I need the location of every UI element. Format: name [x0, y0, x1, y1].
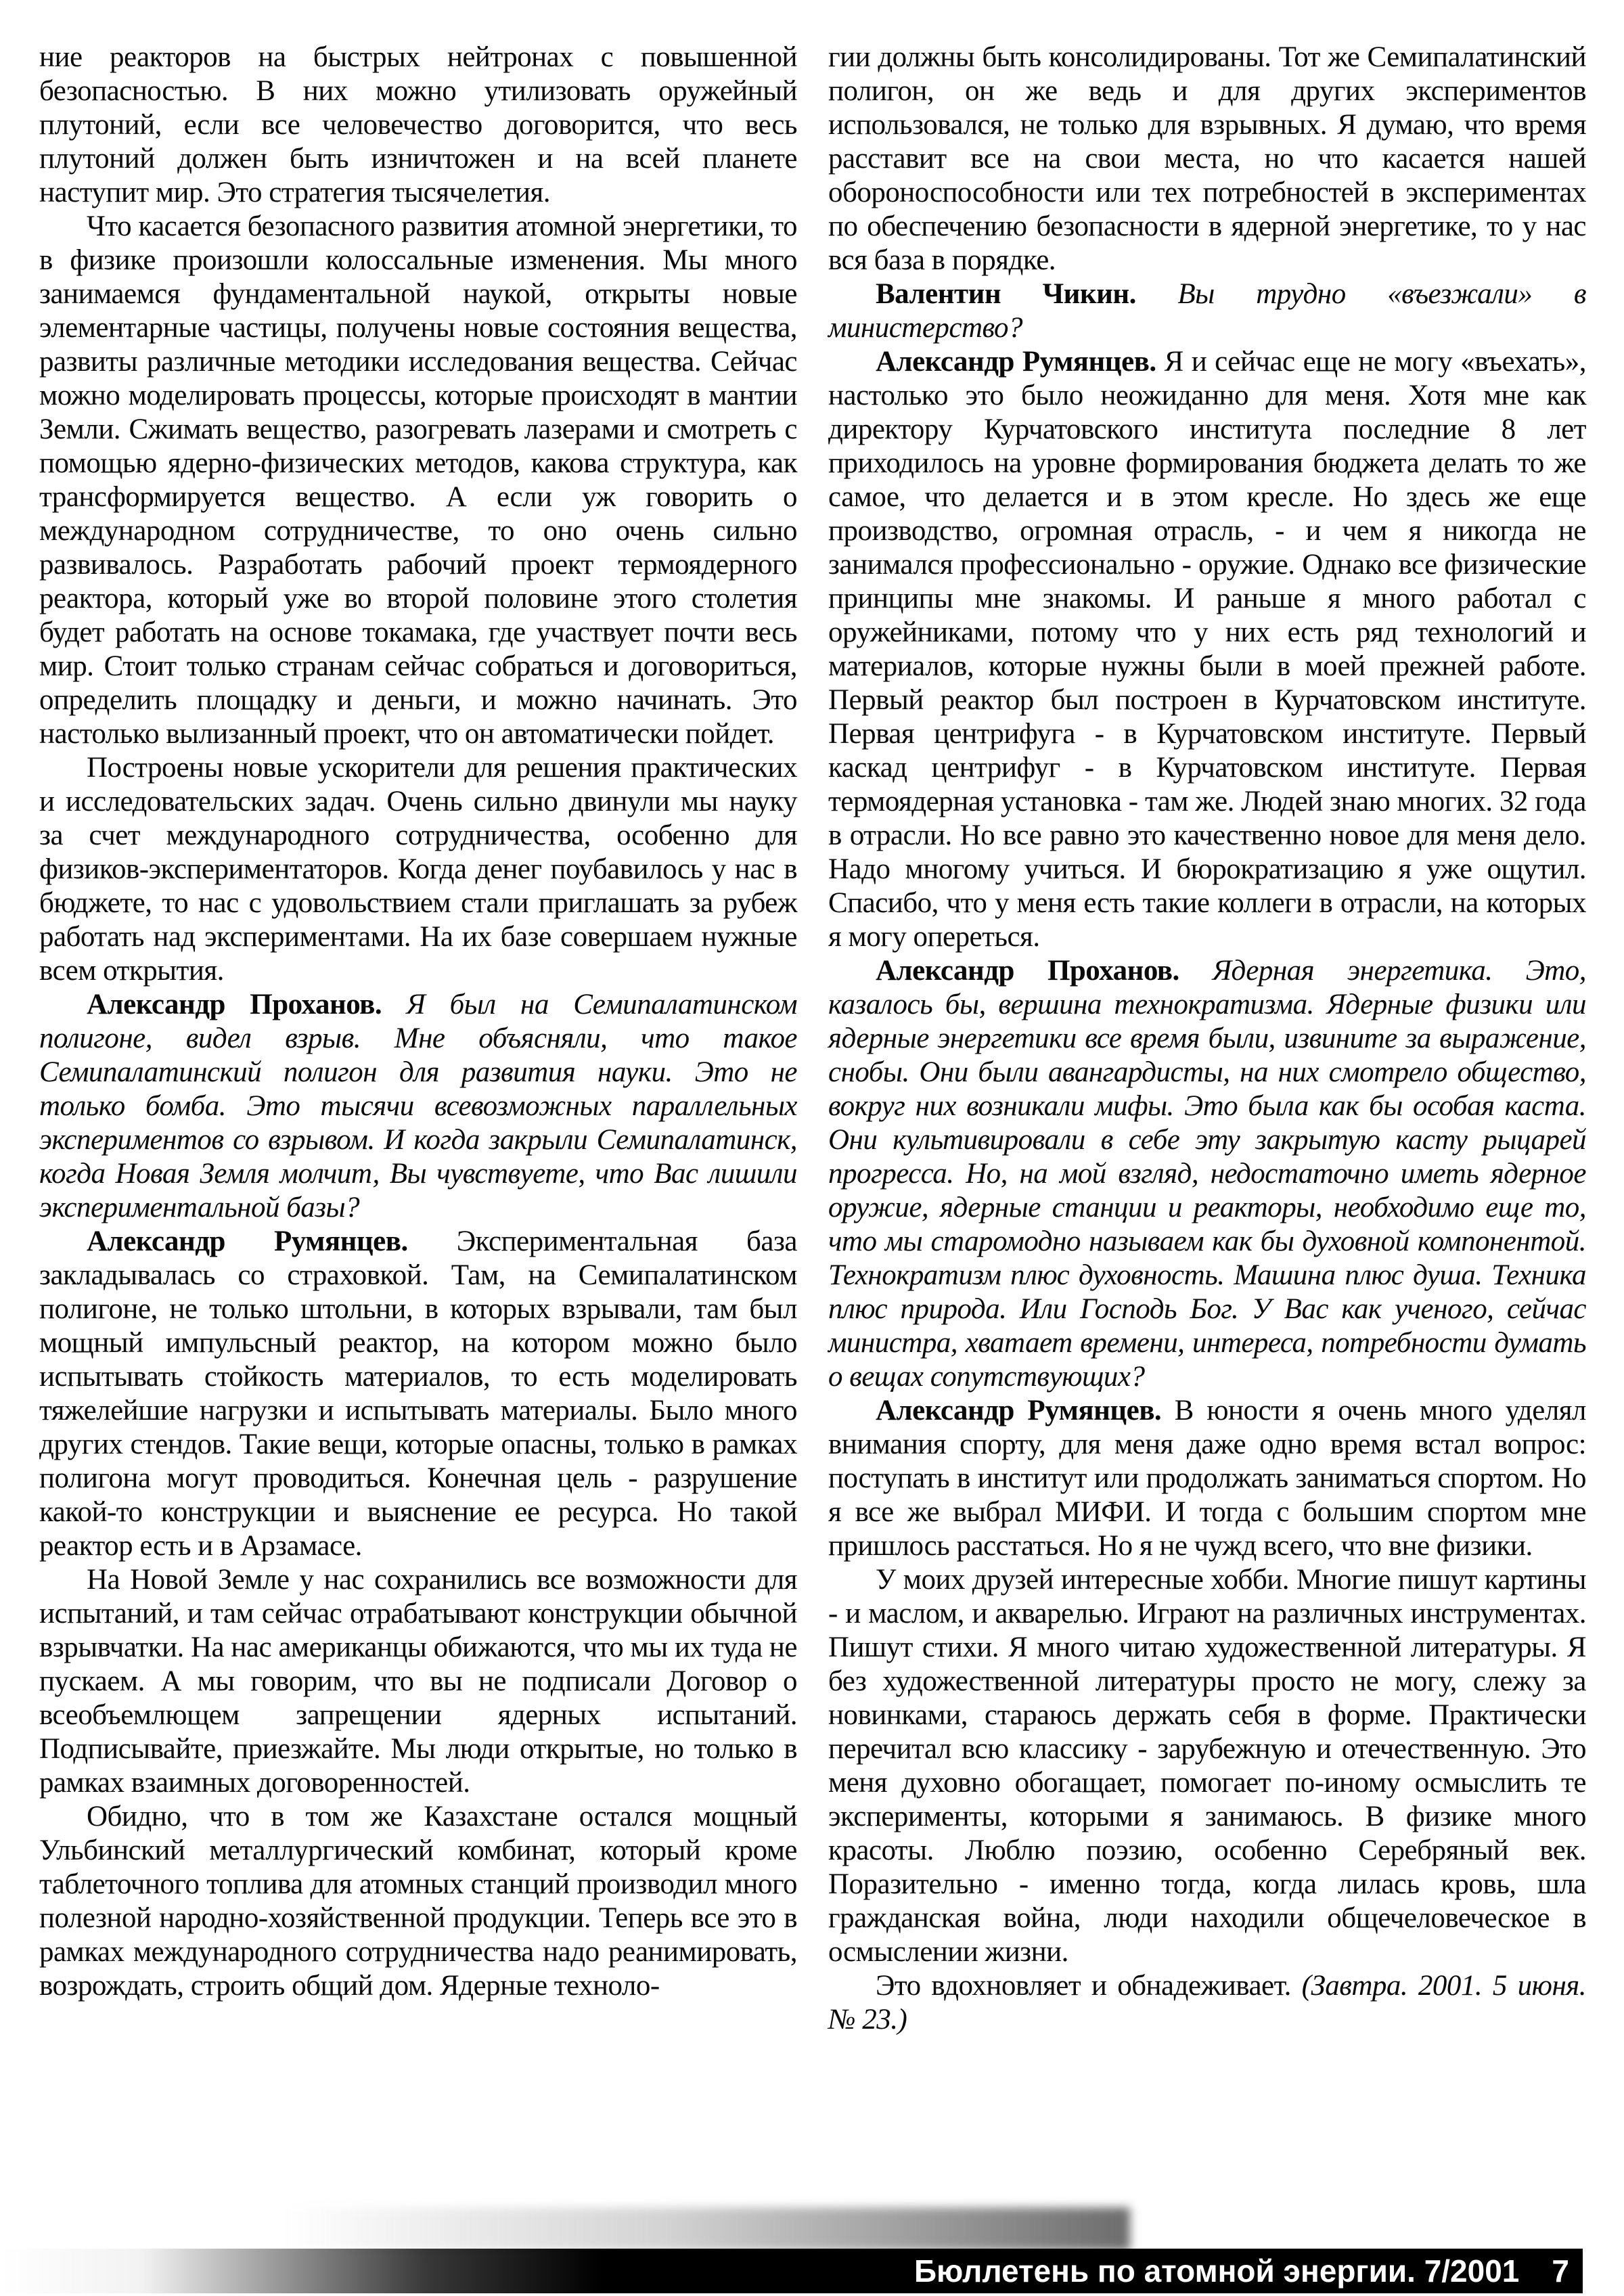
- paragraph: [39, 41, 797, 210]
- paragraph: [828, 277, 1586, 345]
- paragraph: [828, 1969, 1586, 2037]
- body-text: У моих друзей интересные хобби. Многие пишут картины - и маслом, и акварелью. Играют на различных инструментах. Пишут стихи. Я много читаю художественной литературы. Я без художественной литературы просто не могу, слежу за новинками, стараюсь держать себя в форме. Практически перечитал всю классику - зарубежную и отечественную. Это меня духовно обогащает, помогает по-иному осмыслить те эксперименты, которыми я занимаюсь. В физике много красоты. Люблю поэзию, особенно Серебряный век. Поразительно - именно тогда, когда лилась кровь, шла гражданская война, люди находили общечеловеческое в осмыслении жизни.: [828, 1564, 1586, 1968]
- citation-text: (Завтра. 2001. 5 июня. № 23.): [828, 1970, 1586, 2035]
- body-text: Обидно, что в том же Казахстане остался мощный Ульбинский металлургический комбинат, который кроме таблеточного топлива для атомных станций производил много полезной народно-хозяйственной продукции. Теперь все это в рамках международного сотрудничества надо реанимировать, возрождать, строить общий дом. Ядерные техноло-: [39, 1801, 797, 2002]
- answer-text: Экспериментальная база закладывалась со страховкой. Там, на Семипалатинском полигоне, не только штольни, в которых взрывали, там был мощный импульсный реактор, на котором можно было испытывать стойкость материалов, то есть моделировать тяжелейшие нагрузки и испытывать материалы. Было много других стендов. Такие вещи, которые опасны, только в рамках полигона могут проводиться. Конечная цель - разрушение какой-то конструкции и выяснение ее ресурса. Но такой реактор есть и в Арзамасе.: [39, 1225, 798, 1562]
- paragraph: [39, 1800, 797, 2003]
- paragraph: [828, 41, 1586, 277]
- speaker-name: Александр Румянцев.: [876, 346, 1165, 378]
- speaker-name: Александр Проханов.: [876, 955, 1213, 987]
- speaker-name: Александр Румянцев.: [876, 1395, 1175, 1426]
- text-columns: [39, 41, 1586, 2037]
- journal-title: Бюллетень по атомной энергии. 7/2001: [914, 2253, 1520, 2289]
- paragraph: [828, 954, 1586, 1394]
- paragraph: [828, 1394, 1586, 1563]
- footer-bar: [0, 2249, 1583, 2293]
- question-text: Вы трудно «въезжали» в министерство?: [828, 278, 1587, 344]
- paragraph: [39, 1225, 797, 1563]
- question-text: Я был на Семипалатинском полигоне, видел взрыв. Мне объясняли, что такое Семипалатинский полигон для развития науки. Это не только бомба. Это тысячи всевозможных параллельных экспериментов со взрывом. И когда закрыли Семипалатинск, когда Новая Земля молчит, Вы чувствуете, что Вас лишили экспериментальной базы?: [39, 989, 797, 1223]
- paragraph: [39, 988, 797, 1225]
- speaker-name: Валентин Чикин.: [876, 278, 1178, 310]
- scan-noise-artifact: [284, 2207, 1130, 2251]
- answer-text: В юности я очень много уделял внимания спорту, для меня даже одно время встал вопрос: поступать в институт или продолжать заниматься спортом. Но я все же выбрал МИФИ. И тогда с большим спортом мне пришлось расстаться. Но я не чужд всего, что вне физики.: [828, 1395, 1586, 1562]
- paragraph: [828, 1563, 1586, 1969]
- speaker-name: Александр Румянцев.: [87, 1225, 457, 1257]
- question-text: Ядерная энергетика. Это, казалось бы, вершина технократизма. Ядерные физики или ядерные энергетики все время были, извините за выражение, снобы. Они были авангардисты, на них смотрело общество, вокруг них возникали мифы. Это была как бы особая каста. Они культивировали в себе эту закрытую касту рыцарей прогресса. Но, на мой взгляд, недостаточно иметь ядерное оружие, ядерные станции и реакторы, необходимо еще то, что мы старомодно называем как бы духовной компонентой. Технократизм плюс духовность. Машина плюс душа. Техника плюс природа. Или Господь Бог. У Вас как ученого, сейчас министра, хватает времени, интереса, потребности думать о вещах сопутствующих?: [828, 955, 1586, 1393]
- body-text: ние реакторов на быстрых нейтронах с повышенной безопасностью. В них можно утилизовать оружейный плутоний, если все человечество договорится, что весь плутоний должен быть изничтожен и на всей планете наступит мир. Это стратегия тысячелетия.: [39, 41, 797, 208]
- paragraph: [828, 345, 1586, 954]
- body-text: Построены новые ускорители для решения практических и исследовательских задач. Очень сильно двинули мы науку за счет международного сотрудничества, особенно для физиков-экспериментаторов. Когда денег поубавилось у нас в бюджете, то нас с удовольствием стали приглашать за рубеж работать над экспериментами. На их базе совершаем нужные всем открытия.: [39, 752, 797, 987]
- answer-text: Я и сейчас еще не могу «въехать», настолько это было неожиданно для меня. Хотя мне как директору Курчатовского института последние 8 лет приходилось на уровне формирования бюджета делать то же самое, что делается и в этом кресле. Но здесь же еще производство, огромная отрасль, - и чем я никогда не занимался профессионально - оружие. Однако все физические принципы мне знакомы. И раньше я много работал с оружейниками, потому что у них есть ряд технологий и материалов, которые нужны были в моей прежней работе. Первый реактор был построен в Курчатовском институте. Первая центрифуга - в Курчатовском институте. Первый каскад центрифуг - в Курчатовском институте. Первая термоядерная установка - там же. Людей знаю многих. 32 года в отрасли. Но все равно это качественно новое для меня дело. Надо многому учиться. И бюрократизацию я уже ощутил. Спасибо, что у меня есть такие коллеги в отрасли, на которых я могу опереться.: [828, 346, 1586, 953]
- paragraph: [39, 751, 797, 988]
- paragraph: [39, 1563, 797, 1800]
- body-text: Что касается безопасного развития атомной энергетики, то в физике произошли колоссальные изменения. Мы много занимаемся фундаментальной наукой, открыты новые элементарные частицы, получены новые состояния вещества, развиты различные методики исследования вещества. Сейчас можно моделировать процессы, которые происходят в мантии Земли. Сжимать вещество, разогревать лазерами и смотреть с помощью ядерно-физических методов, какова структура, как трансформируется вещество. А если уж говорить о международном сотрудничестве, то оно очень сильно развивалось. Разработать рабочий проект термоядерного реактора, который уже во второй половине этого столетия будет работать на основе токамака, где участвует почти весь мир. Стоит только странам сейчас собраться и договориться, определить площадку и деньги, и можно начинать. Это настолько вылизанный проект, что он автоматически пойдет.: [39, 210, 797, 750]
- speaker-name: Александр Проханов.: [87, 989, 407, 1020]
- body-text: гии должны быть консолидированы. Тот же Семипалатинский полигон, он же ведь и для других экспериментов использовался, не только для взрывных. Я думаю, что время расставит все на свои места, но что касается нашей обороноспособности или тех потребностей в экспериментах по обеспечению безопасности в ядерной энергетике, то у нас вся база в порядке.: [828, 41, 1586, 276]
- page-number: 7: [1552, 2253, 1569, 2289]
- body-text: Это вдохновляет и обнадеживает.: [876, 1970, 1302, 2002]
- paragraph: [39, 210, 797, 751]
- body-text: На Новой Земле у нас сохранились все возможности для испытаний, и там сейчас отрабатывают конструкции обычной взрывчатки. На нас американцы обижаются, что мы их туда не пускаем. А мы говорим, что вы не подписали Договор о всеобъемлющем запрещении ядерных испытаний. Подписывайте, приезжайте. Мы люди открытые, но только в рамках взаимных договоренностей.: [39, 1564, 797, 1799]
- left-column: [39, 41, 797, 2037]
- right-column: [828, 41, 1586, 2037]
